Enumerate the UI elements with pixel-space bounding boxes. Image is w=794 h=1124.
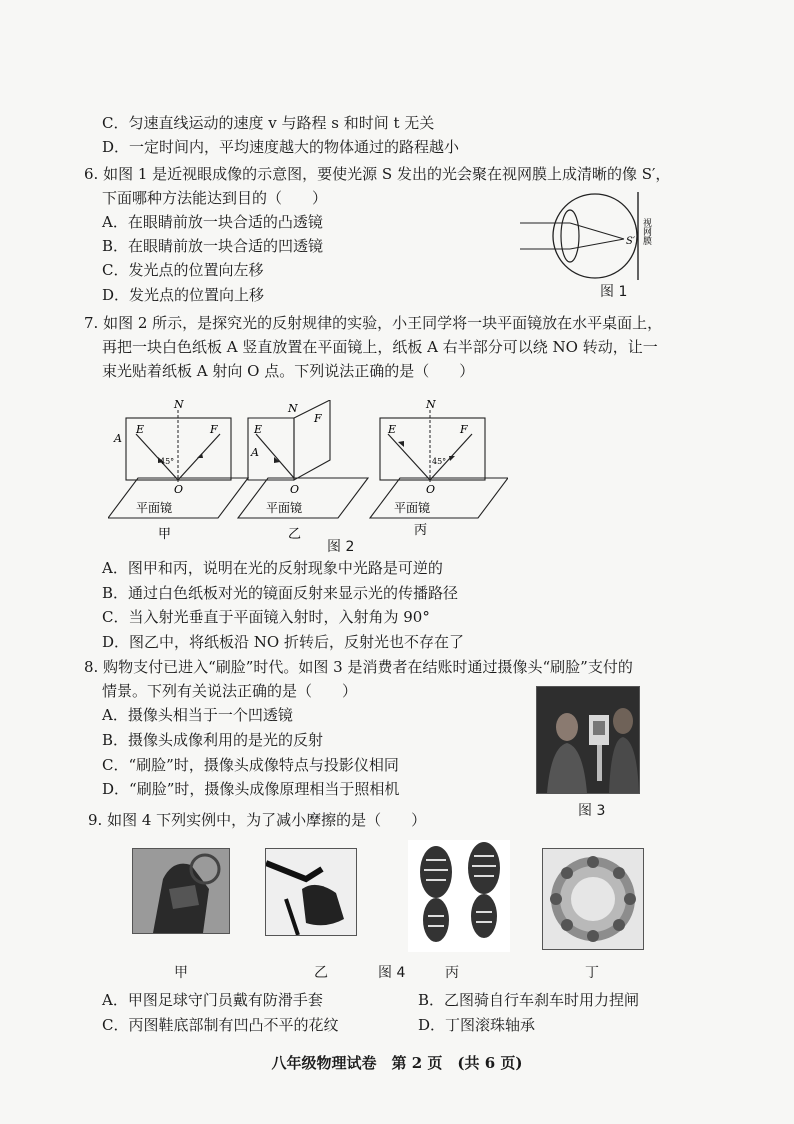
question-6-option-d: D．发光点的位置向上移 — [102, 286, 265, 304]
label-o: O — [174, 483, 184, 496]
question-7-stem-cont: 再把一块白色纸板 A 竖直放置在平面镜上，纸板 A 右半部分可以绕 NO 转动，让一 — [102, 338, 658, 356]
figure-3-caption: 图 3 — [578, 803, 606, 819]
page-footer: 八年级物理试卷 第 2 页 (共 6 页) — [271, 1054, 523, 1072]
eye-diagram-figure-1 — [520, 186, 670, 296]
angle-label: 45° — [160, 457, 175, 466]
question-9-option-b: B．乙图骑自行车刹车时用力捏闸 — [418, 991, 640, 1009]
reflection-experiment-figure-2 — [108, 400, 508, 545]
question-9-stem: 9. 如图 4 下列实例中，为了减小摩擦的是（ ） — [88, 811, 427, 829]
question-7-option-b: B．通过白色纸板对光的镜面反射来显示光的传播路径 — [102, 584, 459, 602]
ball-bearing-photo — [542, 848, 644, 950]
label-e: E — [136, 423, 145, 436]
question-8-stem-cont: 情景。下列有关说法正确的是（ ） — [102, 682, 358, 700]
label-e: E — [388, 423, 397, 436]
panel-bing — [370, 400, 508, 518]
label-n: N — [174, 400, 184, 411]
question-6-option-b: B．在眼睛前放一块合适的凹透镜 — [102, 237, 324, 255]
question-6-stem: 6. 如图 1 是近视眼成像的示意图，要使光源 S 发出的光会聚在视网膜上成清晰的像 S′， — [84, 165, 671, 183]
question-8-option-c: C．“刷脸”时，摄像头成像特点与投影仪相同 — [102, 756, 399, 774]
question-7-stem-cont2: 束光贴着纸板 A 射向 O 点。下列说法正确的是（ ） — [102, 362, 475, 380]
question-7-option-c: C．当入射光垂直于平面镜入射时，入射角为 90° — [102, 608, 430, 626]
image-point-label: S′ — [626, 236, 636, 247]
label-f: F — [460, 423, 468, 436]
label-a: A — [114, 432, 122, 445]
question-6-option-c: C．发光点的位置向左移 — [102, 261, 264, 279]
question-8-option-b: B．摄像头成像利用的是光的反射 — [102, 731, 324, 749]
mirror-label: 平面镜 — [136, 501, 173, 515]
goalkeeper-glove-photo — [132, 848, 230, 934]
question-6-stem-cont: 下面哪种方法能达到目的（ ） — [102, 189, 328, 207]
question-7-stem: 7. 如图 2 所示，是探究光的反射规律的实验，小王同学将一块平面镜放在水平桌面上， — [84, 314, 663, 332]
angle-label: 45° — [432, 457, 447, 466]
eye-lens — [561, 210, 579, 262]
bicycle-brake-photo — [265, 848, 357, 936]
figure-4-label-ding: 丁 — [585, 965, 599, 981]
label-n: N — [288, 402, 298, 415]
label-f: F — [314, 412, 322, 425]
option-c: C．匀速直线运动的速度 v 与路程 s 和时间 t 无关 — [102, 114, 435, 132]
question-9-option-d: D．丁图滚珠轴承 — [418, 1016, 536, 1034]
figure-2-caption: 图 2 — [327, 539, 355, 555]
figure-4-label-jia: 甲 — [174, 965, 188, 981]
retina-label: 视网膜 — [641, 218, 651, 245]
panel-label-jia: 甲 — [158, 527, 172, 542]
panel-label-bing: 丙 — [414, 523, 428, 538]
label-o: O — [426, 483, 436, 496]
refracted-ray-top — [570, 223, 624, 239]
panel-label-yi: 乙 — [288, 527, 302, 542]
eyeball — [553, 194, 637, 278]
panel-jia — [108, 400, 248, 518]
label-n: N — [426, 400, 436, 411]
shoe-soles-photo — [408, 840, 510, 952]
question-7-option-a: A．图甲和丙，说明在光的反射现象中光路是可逆的 — [102, 559, 443, 577]
question-8-stem: 8. 购物支付已进入“刷脸”时代。如图 3 是消费者在结账时通过摄像头“刷脸”支付的 — [84, 658, 633, 676]
face-payment-photo — [536, 686, 640, 794]
question-8-option-a: A．摄像头相当于一个凹透镜 — [102, 706, 293, 724]
label-o: O — [290, 483, 300, 496]
figure-4-caption: 图 4 — [378, 965, 406, 981]
question-9-option-c: C．丙图鞋底部制有凹凸不平的花纹 — [102, 1016, 339, 1034]
option-d: D．一定时间内，平均速度越大的物体通过的路程越小 — [102, 138, 460, 156]
question-6-option-a: A．在眼睛前放一块合适的凸透镜 — [102, 213, 323, 231]
panel-yi — [238, 400, 368, 518]
question-7-option-d: D．图乙中，将纸板沿 NO 折转后，反射光也不存在了 — [102, 633, 464, 651]
question-8-option-d: D．“刷脸”时，摄像头成像原理相当于照相机 — [102, 780, 400, 798]
figure-1-caption: 图 1 — [600, 284, 628, 300]
label-a: A — [251, 446, 259, 459]
figure-4-label-bing: 丙 — [445, 965, 459, 981]
mirror-label: 平面镜 — [394, 501, 431, 515]
figure-4-label-yi: 乙 — [314, 965, 328, 981]
label-f: F — [210, 423, 218, 436]
mirror-label: 平面镜 — [266, 501, 303, 515]
question-9-option-a: A．甲图足球守门员戴有防滑手套 — [102, 991, 323, 1009]
label-e: E — [254, 423, 263, 436]
